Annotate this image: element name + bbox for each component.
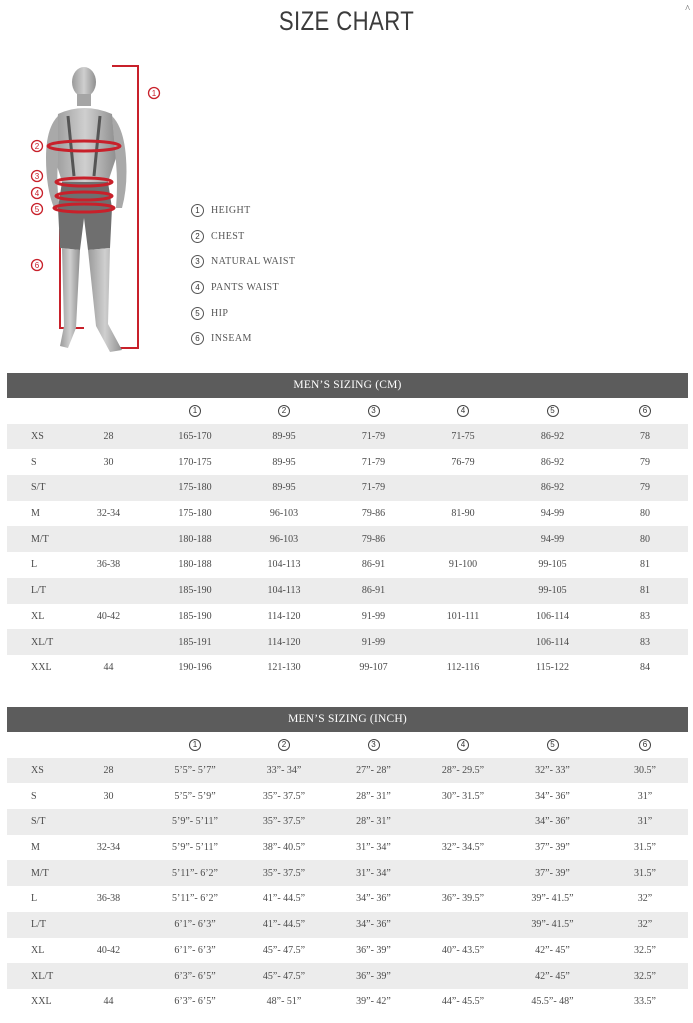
value-cell: 101-111: [446, 610, 480, 622]
value-cell: 28: [71, 424, 146, 450]
header-cell: [423, 398, 503, 424]
value-cell: 86-91: [361, 559, 386, 571]
header-cell: [7, 398, 71, 424]
value-cell: 79-86: [361, 508, 386, 520]
value-cell: 27”- 28”: [324, 758, 423, 784]
header-cell: [324, 398, 423, 424]
value-cell: 185-191: [146, 629, 244, 655]
value-cell: [423, 860, 503, 886]
header-cell: [423, 732, 503, 758]
value-cell: 185-190: [178, 610, 212, 622]
value-cell: [71, 578, 146, 604]
value-cell: 36”- 39”: [324, 963, 423, 989]
table-row: [7, 912, 688, 938]
value-cell: [71, 963, 146, 989]
value-cell: 31.5”: [602, 860, 688, 886]
value-cell: 33.5”: [634, 996, 656, 1008]
value-cell: 36-38: [96, 559, 121, 571]
legend-number: 4: [191, 281, 204, 294]
value-cell: 39”- 42”: [356, 996, 391, 1008]
value-cell: 99-107: [359, 662, 388, 674]
value-cell: 5’9”- 5’11”: [172, 842, 218, 854]
size-cell: M: [31, 508, 40, 520]
value-cell: 99-105: [503, 578, 602, 604]
table-row: [7, 886, 688, 912]
value-cell: 89-95: [244, 475, 324, 501]
value-cell: 32-34: [96, 842, 121, 854]
value-cell: 89-95: [244, 424, 324, 450]
figure-marker-3: 3: [34, 172, 40, 181]
value-cell: 35”- 37.5”: [262, 790, 306, 802]
value-cell: 32”: [637, 893, 653, 905]
value-cell: 34”- 36”: [535, 790, 570, 802]
column-marker: 6: [639, 739, 651, 751]
header-cell: [146, 732, 244, 758]
figure-marker-5: 5: [34, 205, 40, 214]
value-cell: 28: [71, 758, 146, 784]
value-cell: 37”- 39”: [535, 842, 570, 854]
table-row: [7, 424, 688, 450]
value-cell: 6’1”- 6’3”: [146, 912, 244, 938]
header-cell: [244, 398, 324, 424]
table-row: [7, 938, 688, 964]
legend-number: 5: [191, 307, 204, 320]
legend-label: INSEAM: [211, 333, 252, 345]
value-cell: 45.5”- 48”: [531, 996, 574, 1008]
value-cell: 81: [602, 578, 688, 604]
value-cell: [423, 526, 503, 552]
legend-label: HIP: [211, 307, 229, 319]
value-cell: 28”- 31”: [324, 809, 423, 835]
table-row: [7, 578, 688, 604]
value-cell: 180-188: [178, 559, 212, 571]
value-cell: 84: [640, 662, 650, 674]
value-cell: 96-103: [244, 526, 324, 552]
size-table: [7, 732, 688, 1015]
value-cell: 44: [103, 662, 114, 674]
size-cell: S/T: [7, 475, 71, 501]
value-cell: 44: [103, 996, 114, 1008]
legend-number: 3: [191, 255, 204, 268]
size-cell: S: [31, 456, 37, 468]
size-cell: M/T: [7, 860, 71, 886]
measurement-figure: [24, 58, 174, 358]
value-cell: 44”- 45.5”: [441, 996, 485, 1008]
value-cell: 35”- 37.5”: [244, 809, 324, 835]
legend-item-chest: [191, 224, 295, 250]
value-cell: 37”- 39”: [503, 860, 602, 886]
legend-item-height: [191, 198, 295, 224]
value-cell: 32.5”: [602, 963, 688, 989]
figure-marker-6: 6: [34, 261, 40, 270]
size-cell: S: [31, 790, 37, 802]
table-row: [7, 604, 688, 630]
size-cell: XXL: [31, 996, 52, 1008]
value-cell: 80: [640, 508, 650, 520]
table-title: MEN’S SIZING (CM): [7, 373, 688, 398]
table-row: [7, 989, 688, 1015]
table-row: [7, 475, 688, 501]
value-cell: 94-99: [540, 508, 565, 520]
mens-sizing-cm-table: [7, 373, 688, 681]
size-cell: L/T: [7, 578, 71, 604]
value-cell: 81: [640, 559, 650, 571]
column-marker: 1: [189, 739, 201, 751]
size-cell: XXL: [31, 662, 52, 674]
table-row: [7, 552, 688, 578]
size-cell: M/T: [7, 526, 71, 552]
value-cell: 32.5”: [634, 944, 656, 956]
size-cell: L: [31, 893, 38, 905]
value-cell: 28”- 29.5”: [423, 758, 503, 784]
value-cell: [71, 912, 146, 938]
table-row: [7, 758, 688, 784]
value-cell: 32-34: [96, 508, 121, 520]
value-cell: 30: [103, 790, 114, 802]
value-cell: 83: [640, 610, 650, 622]
column-marker: 2: [278, 739, 290, 751]
column-marker: 6: [639, 405, 651, 417]
header-cell: [503, 732, 602, 758]
value-cell: 78: [602, 424, 688, 450]
value-cell: 40-42: [96, 610, 121, 622]
size-cell: XL: [31, 944, 45, 956]
table-row: [7, 963, 688, 989]
value-cell: 71-79: [324, 475, 423, 501]
value-cell: 33”- 34”: [244, 758, 324, 784]
value-cell: 6’1”- 6’3”: [174, 944, 216, 956]
value-cell: 32”: [602, 912, 688, 938]
legend-item-hip: [191, 300, 295, 326]
table-row: [7, 501, 688, 527]
value-cell: 5’5”- 5’7”: [146, 758, 244, 784]
header-cell: [324, 732, 423, 758]
value-cell: [71, 475, 146, 501]
value-cell: 34”- 36”: [356, 893, 391, 905]
table-row: [7, 860, 688, 886]
table-row: [7, 449, 688, 475]
measurement-legend: [191, 198, 295, 352]
legend-label: CHEST: [211, 230, 245, 242]
value-cell: 104-113: [244, 578, 324, 604]
value-cell: 79: [640, 456, 650, 468]
column-marker: 4: [457, 405, 469, 417]
value-cell: 83: [602, 629, 688, 655]
column-marker: 2: [278, 405, 290, 417]
value-cell: 32”- 33”: [503, 758, 602, 784]
value-cell: [71, 860, 146, 886]
value-cell: 91-100: [448, 559, 478, 571]
value-cell: 34”- 36”: [503, 809, 602, 835]
value-cell: 36”- 39.5”: [441, 893, 485, 905]
header-cell: [71, 398, 146, 424]
value-cell: [423, 475, 503, 501]
value-cell: 185-190: [146, 578, 244, 604]
value-cell: 45”- 47.5”: [262, 944, 306, 956]
value-cell: 41”- 44.5”: [244, 912, 324, 938]
value-cell: 86-92: [503, 424, 602, 450]
table-row: [7, 629, 688, 655]
legend-item-pants-waist: [191, 275, 295, 301]
size-table: [7, 398, 688, 681]
page-title: SIZE CHART: [278, 6, 415, 36]
value-cell: 39”- 41.5”: [503, 912, 602, 938]
legend-label: PANTS WAIST: [211, 282, 280, 294]
value-cell: 39”- 41.5”: [531, 893, 574, 905]
value-cell: 45”- 47.5”: [244, 963, 324, 989]
header-cell: [244, 732, 324, 758]
value-cell: 80: [602, 526, 688, 552]
value-cell: 48”- 51”: [266, 996, 302, 1008]
table-title: MEN’S SIZING (INCH): [7, 707, 688, 732]
value-cell: 86-91: [324, 578, 423, 604]
size-cell: XS: [7, 424, 71, 450]
value-cell: 86-92: [540, 456, 565, 468]
value-cell: 106-114: [503, 629, 602, 655]
value-cell: 5’11”- 6’2”: [146, 860, 244, 886]
header-cell: [602, 732, 688, 758]
value-cell: 112-116: [446, 662, 480, 674]
value-cell: 89-95: [272, 456, 296, 468]
size-cell: XL/T: [7, 629, 71, 655]
value-cell: [71, 526, 146, 552]
column-marker: 4: [457, 739, 469, 751]
column-marker: 3: [368, 739, 380, 751]
value-cell: 42”- 45”: [535, 944, 570, 956]
value-cell: 79: [602, 475, 688, 501]
value-cell: 41”- 44.5”: [262, 893, 306, 905]
value-cell: 5’11”- 6’2”: [172, 893, 218, 905]
size-cell: L: [31, 559, 38, 571]
legend-number: 1: [191, 204, 204, 217]
value-cell: 35”- 37.5”: [244, 860, 324, 886]
value-cell: 79-86: [324, 526, 423, 552]
value-cell: 170-175: [178, 456, 212, 468]
value-cell: 40”- 43.5”: [441, 944, 485, 956]
corner-mark: ^: [685, 4, 690, 15]
value-cell: 175-180: [178, 508, 212, 520]
value-cell: 36”- 39”: [356, 944, 391, 956]
value-cell: 165-170: [146, 424, 244, 450]
legend-item-natural-waist: [191, 249, 295, 275]
value-cell: [423, 578, 503, 604]
size-cell: XL: [31, 610, 45, 622]
value-cell: 32”- 34.5”: [441, 842, 485, 854]
size-cell: XL/T: [7, 963, 71, 989]
value-cell: 31”- 34”: [324, 860, 423, 886]
value-cell: 6’3”- 6’5”: [174, 996, 216, 1008]
header-cell: [602, 398, 688, 424]
column-marker-row: [7, 732, 688, 758]
value-cell: 190-196: [178, 662, 212, 674]
value-cell: 106-114: [536, 610, 569, 622]
value-cell: 30.5”: [602, 758, 688, 784]
column-marker: 5: [547, 405, 559, 417]
value-cell: 6’3”- 6’5”: [146, 963, 244, 989]
size-cell: XS: [7, 758, 71, 784]
value-cell: [423, 809, 503, 835]
header-cell: [71, 732, 146, 758]
value-cell: 99-105: [538, 559, 567, 571]
value-cell: 28”- 31”: [356, 790, 391, 802]
value-cell: 30”- 31.5”: [441, 790, 485, 802]
column-marker: 3: [368, 405, 380, 417]
value-cell: 5’9”- 5’11”: [146, 809, 244, 835]
value-cell: 91-99: [324, 629, 423, 655]
table-row: [7, 526, 688, 552]
value-cell: 115-122: [536, 662, 569, 674]
value-cell: 71-79: [324, 424, 423, 450]
value-cell: 40-42: [96, 944, 121, 956]
mens-sizing-inch-table: [7, 707, 688, 1015]
value-cell: [71, 809, 146, 835]
legend-label: HEIGHT: [211, 205, 251, 217]
value-cell: 175-180: [146, 475, 244, 501]
value-cell: [423, 912, 503, 938]
value-cell: [423, 963, 503, 989]
table-row: [7, 835, 688, 861]
legend-number: 2: [191, 230, 204, 243]
value-cell: 121-130: [267, 662, 301, 674]
value-cell: [423, 629, 503, 655]
legend-item-inseam: [191, 326, 295, 352]
value-cell: 91-99: [361, 610, 386, 622]
table-row: [7, 783, 688, 809]
column-marker-row: [7, 398, 688, 424]
column-marker: 1: [189, 405, 201, 417]
figure-marker-4: 4: [34, 189, 40, 198]
table-row: [7, 809, 688, 835]
value-cell: 71-79: [361, 456, 386, 468]
value-cell: 30: [103, 456, 114, 468]
value-cell: 114-120: [267, 610, 301, 622]
value-cell: 31.5”: [634, 842, 656, 854]
figure-marker-2: 2: [34, 142, 40, 151]
value-cell: 114-120: [244, 629, 324, 655]
value-cell: 81-90: [451, 508, 475, 520]
value-cell: 86-92: [503, 475, 602, 501]
figure-marker-1: 1: [151, 89, 157, 98]
value-cell: 31”- 34”: [356, 842, 391, 854]
value-cell: 94-99: [503, 526, 602, 552]
header-cell: [7, 732, 71, 758]
value-cell: 38”- 40.5”: [262, 842, 306, 854]
value-cell: 42”- 45”: [503, 963, 602, 989]
header-cell: [146, 398, 244, 424]
size-cell: M: [31, 842, 40, 854]
value-cell: 180-188: [146, 526, 244, 552]
table-row: [7, 655, 688, 681]
value-cell: 36-38: [96, 893, 121, 905]
value-cell: 104-113: [267, 559, 301, 571]
value-cell: [71, 629, 146, 655]
column-marker: 5: [547, 739, 559, 751]
value-cell: 96-103: [269, 508, 299, 520]
value-cell: 34”- 36”: [324, 912, 423, 938]
header-cell: [503, 398, 602, 424]
legend-label: NATURAL WAIST: [211, 256, 296, 268]
size-cell: S/T: [7, 809, 71, 835]
value-cell: 31”: [637, 790, 653, 802]
size-cell: L/T: [7, 912, 71, 938]
value-cell: 31”: [602, 809, 688, 835]
value-cell: 71-75: [423, 424, 503, 450]
value-cell: 5’5”- 5’9”: [174, 790, 216, 802]
value-cell: 76-79: [451, 456, 475, 468]
legend-number: 6: [191, 332, 204, 345]
